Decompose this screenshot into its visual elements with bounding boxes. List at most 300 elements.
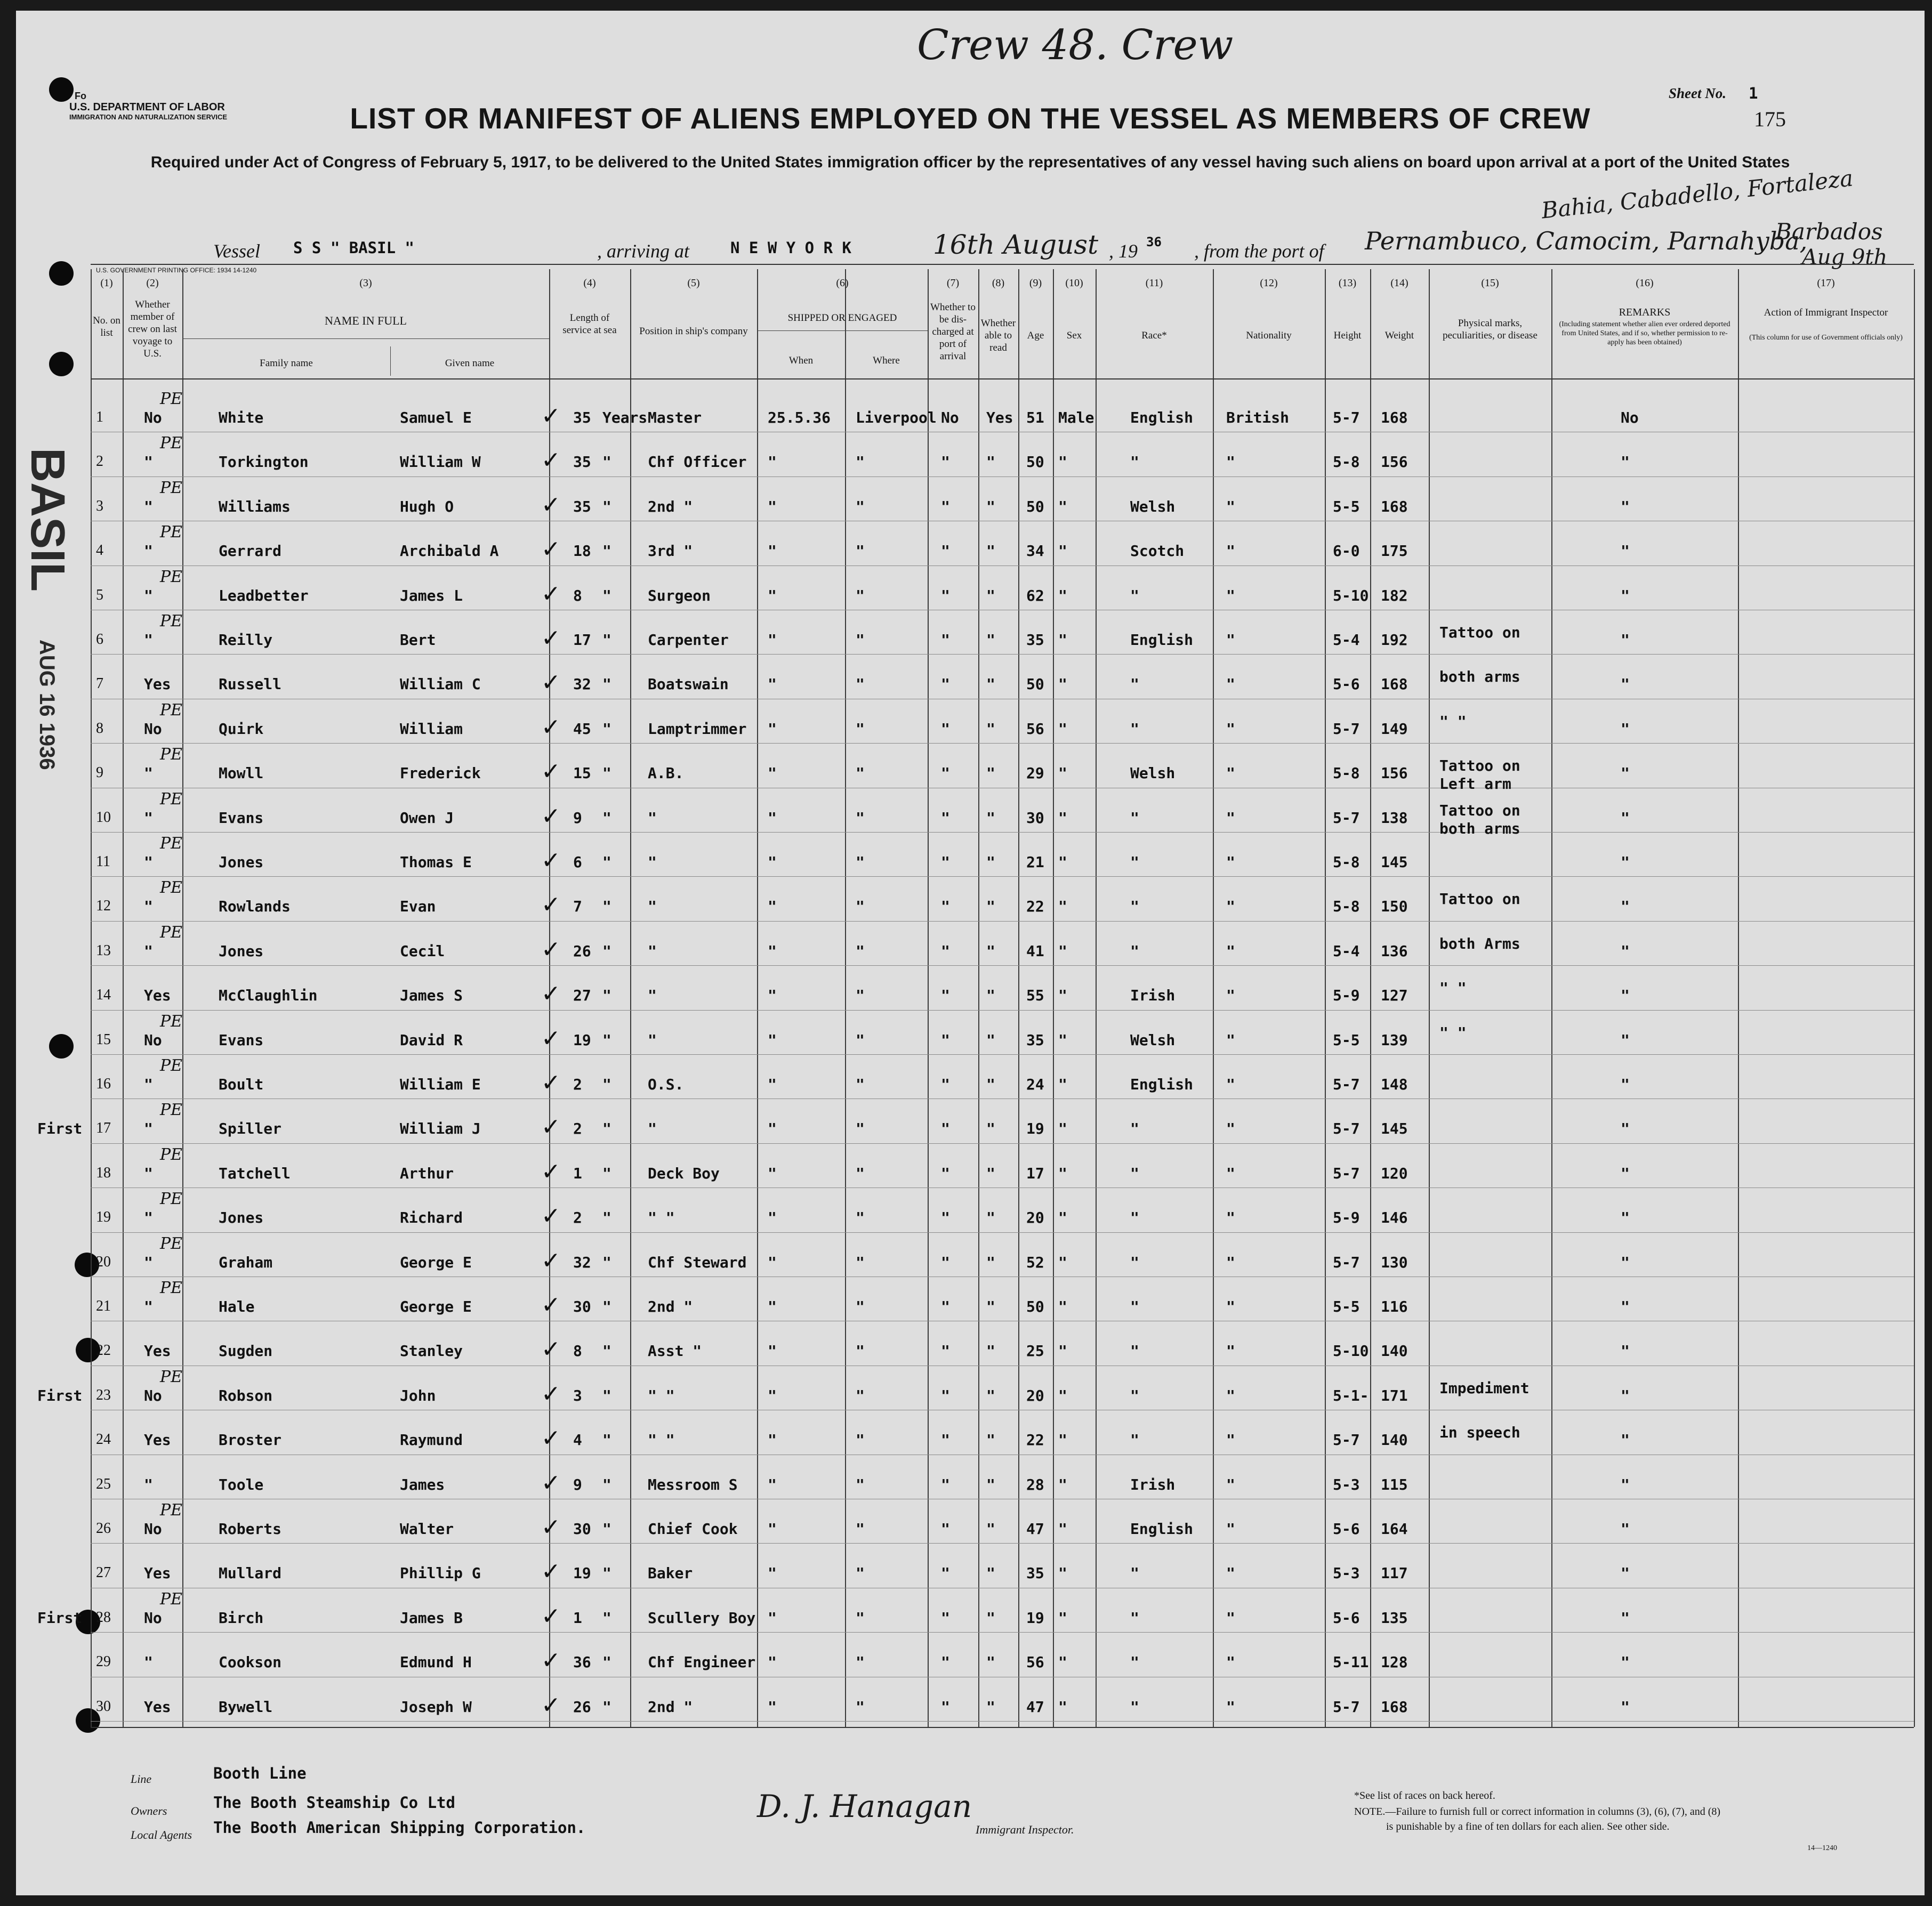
- col-head-service: Length of service at sea: [562, 312, 617, 336]
- row-number: 23: [96, 1386, 111, 1403]
- discharged: ": [941, 1164, 950, 1182]
- first-note: First: [37, 1609, 83, 1627]
- owners-value: The Booth Steamship Co Ltd: [213, 1794, 455, 1812]
- age: 17: [1026, 1164, 1044, 1182]
- shipped-when: ": [768, 1342, 777, 1360]
- service-years: 7: [573, 898, 582, 916]
- sex: ": [1058, 1564, 1067, 1582]
- previous-voyage: ": [144, 1120, 153, 1138]
- row-number: 11: [96, 853, 110, 870]
- col-head-age: Age: [1027, 330, 1044, 341]
- height: 5-10: [1333, 1342, 1369, 1360]
- inspector-signature: D. J. Hanagan: [757, 1788, 972, 1824]
- pe-mark: PE: [160, 390, 183, 408]
- family-name: White: [219, 409, 264, 426]
- row-number: 19: [96, 1209, 111, 1226]
- service-unit: ": [602, 1253, 611, 1271]
- row-number: 20: [96, 1253, 111, 1270]
- service-unit: ": [602, 1431, 611, 1449]
- discharged: ": [941, 542, 950, 560]
- row-number: 18: [96, 1164, 111, 1181]
- service-years: 1: [573, 1609, 582, 1627]
- col-line: [1738, 269, 1739, 1727]
- weight: 130: [1381, 1253, 1408, 1271]
- agents-label: Local Agents: [131, 1828, 192, 1842]
- arrival-year: 36: [1146, 235, 1162, 249]
- sex: ": [1058, 898, 1067, 916]
- row-rule: [91, 832, 1914, 833]
- pe-mark: PE: [160, 478, 183, 497]
- shipped-when: ": [768, 1386, 777, 1404]
- family-name: Evans: [219, 1031, 264, 1049]
- given-name: Samuel E: [400, 409, 472, 426]
- col-num-15: (15): [1481, 277, 1499, 289]
- family-name: Leadbetter: [219, 586, 309, 604]
- shipped-where: ": [856, 1653, 865, 1671]
- age: 41: [1026, 942, 1044, 960]
- race: ": [1130, 898, 1139, 916]
- printing-office: U.S. GOVERNMENT PRINTING OFFICE: 1934 14-1240: [96, 266, 257, 274]
- able-to-read: ": [986, 809, 995, 827]
- service-unit: ": [602, 1209, 611, 1227]
- sex: ": [1058, 453, 1067, 471]
- previous-voyage: Yes: [144, 1564, 171, 1582]
- given-name: Frederick: [400, 764, 481, 782]
- shipped-where: ": [856, 720, 865, 738]
- remarks: ": [1621, 675, 1630, 693]
- sex: ": [1058, 631, 1067, 649]
- col-num-3: (3): [359, 277, 372, 289]
- check-mark-icon: ✓: [541, 802, 561, 830]
- row-number: 16: [96, 1076, 111, 1092]
- pe-mark: PE: [160, 700, 183, 720]
- remarks: ": [1621, 586, 1630, 604]
- nationality: ": [1226, 675, 1235, 693]
- first-note: First: [37, 1386, 83, 1404]
- service-years: 35: [573, 409, 591, 426]
- given-name: James: [400, 1475, 445, 1493]
- able-to-read: ": [986, 720, 995, 738]
- nationality: ": [1226, 1164, 1235, 1182]
- col-line: [1551, 269, 1552, 1727]
- service-unit: ": [602, 1076, 611, 1093]
- service-years: 36: [573, 1653, 591, 1671]
- position: Deck Boy: [648, 1164, 720, 1182]
- remarks: ": [1621, 809, 1630, 827]
- discharged: ": [941, 987, 950, 1005]
- weight: 175: [1381, 542, 1408, 560]
- sex: ": [1058, 675, 1067, 693]
- previous-voyage: ": [144, 1253, 153, 1271]
- position: ": [648, 809, 657, 827]
- sex: ": [1058, 1609, 1067, 1627]
- height: 5-5: [1333, 1298, 1360, 1315]
- check-mark-icon: ✓: [541, 580, 561, 608]
- sex: ": [1058, 1520, 1067, 1538]
- age: 19: [1026, 1120, 1044, 1138]
- shipped-where: ": [856, 1342, 865, 1360]
- position: ": [648, 1031, 657, 1049]
- position: Boatswain: [648, 675, 729, 693]
- age: 20: [1026, 1386, 1044, 1404]
- able-to-read: ": [986, 631, 995, 649]
- previous-voyage: No: [144, 1609, 162, 1627]
- check-mark-icon: ✓: [541, 891, 561, 919]
- physical-marks: Tattoo on both arms: [1439, 801, 1520, 837]
- physical-marks: " ": [1439, 712, 1467, 730]
- service-years: 2: [573, 1120, 582, 1138]
- height: 5-8: [1333, 764, 1360, 782]
- height: 5-9: [1333, 987, 1360, 1005]
- col-num-4: (4): [583, 277, 596, 289]
- discharged: ": [941, 675, 950, 693]
- col-line: [1213, 269, 1214, 1727]
- given-name: Thomas E: [400, 853, 472, 871]
- previous-voyage: ": [144, 1164, 153, 1182]
- col-head-name: NAME IN FULL: [325, 314, 407, 327]
- age: 50: [1026, 675, 1044, 693]
- weight: 164: [1381, 1520, 1408, 1538]
- shipped-where: ": [856, 542, 865, 560]
- previous-voyage: No: [144, 1031, 162, 1049]
- remarks: ": [1621, 1520, 1630, 1538]
- height: 5-3: [1333, 1564, 1360, 1582]
- pe-mark: PE: [160, 1012, 183, 1031]
- from-port-label: , from the port of: [1194, 240, 1324, 262]
- able-to-read: ": [986, 1298, 995, 1315]
- age: 30: [1026, 809, 1044, 827]
- check-mark-icon: ✓: [541, 1602, 561, 1630]
- shipped-where: ": [856, 1209, 865, 1227]
- race: ": [1130, 1564, 1139, 1582]
- given-name: Arthur: [400, 1164, 454, 1182]
- height: 5-6: [1333, 1520, 1360, 1538]
- col-head-inspector-action: Action of Immigrant Inspector: [1764, 307, 1888, 318]
- col-num-14: (14): [1390, 277, 1408, 289]
- race: ": [1130, 1253, 1139, 1271]
- col-num-5: (5): [687, 277, 700, 289]
- discharged: ": [941, 853, 950, 871]
- able-to-read: ": [986, 764, 995, 782]
- check-mark-icon: ✓: [541, 1113, 561, 1141]
- page-number: 175: [1754, 107, 1786, 131]
- check-mark-icon: ✓: [541, 536, 561, 563]
- row-number: 1: [96, 409, 103, 425]
- previous-voyage: ": [144, 898, 153, 916]
- position: ": [648, 1120, 657, 1138]
- family-name: Broster: [219, 1431, 282, 1449]
- nationality: ": [1226, 631, 1235, 649]
- pe-mark: PE: [160, 1367, 183, 1386]
- pe-mark: PE: [160, 1234, 183, 1253]
- departure-ports-above: Bahia, Cabadello, Fortaleza: [1540, 165, 1855, 224]
- shipped-where: ": [856, 1253, 865, 1271]
- able-to-read: ": [986, 853, 995, 871]
- weight: 145: [1381, 1120, 1408, 1138]
- height: 5-7: [1333, 720, 1360, 738]
- family-name: Graham: [219, 1253, 273, 1271]
- sex: ": [1058, 586, 1067, 604]
- race: ": [1130, 1386, 1139, 1404]
- service-unit: ": [602, 1164, 611, 1182]
- weight: 168: [1381, 1698, 1408, 1716]
- given-name: Hugh O: [400, 497, 454, 515]
- nationality: ": [1226, 1386, 1235, 1404]
- row-rule: [91, 1143, 1914, 1144]
- previous-voyage: No: [144, 409, 162, 426]
- col-head-race: Race*: [1141, 330, 1167, 341]
- race: ": [1130, 1164, 1139, 1182]
- able-to-read: ": [986, 1386, 995, 1404]
- able-to-read: ": [986, 1031, 995, 1049]
- previous-voyage: No: [144, 1520, 162, 1538]
- sex: ": [1058, 853, 1067, 871]
- col-num-1: (1): [100, 277, 113, 289]
- col-line: [1914, 269, 1915, 1727]
- age: 62: [1026, 586, 1044, 604]
- pe-mark: PE: [160, 1501, 183, 1520]
- weight: 135: [1381, 1609, 1408, 1627]
- previous-voyage: ": [144, 1298, 153, 1315]
- col-head-previous-voyage: Whether member of crew on last voyage to U.S.: [128, 299, 177, 359]
- discharged: ": [941, 720, 950, 738]
- row-number: 27: [96, 1564, 111, 1581]
- family-name: Toole: [219, 1475, 264, 1493]
- previous-voyage: ": [144, 631, 153, 649]
- check-mark-icon: ✓: [541, 1647, 561, 1675]
- race: Welsh: [1130, 497, 1176, 515]
- nationality: ": [1226, 898, 1235, 916]
- discharged: ": [941, 1342, 950, 1360]
- position: Chf Officer: [648, 453, 747, 471]
- pe-mark: PE: [160, 1589, 183, 1609]
- previous-voyage: Yes: [144, 987, 171, 1005]
- family-name: Quirk: [219, 720, 264, 738]
- col-head-where: Where: [873, 355, 900, 366]
- able-to-read: ": [986, 1209, 995, 1227]
- nationality: ": [1226, 1653, 1235, 1671]
- remarks: ": [1621, 1653, 1630, 1671]
- service-unit: ": [602, 542, 611, 560]
- discharged: ": [941, 1386, 950, 1404]
- col-line: [123, 269, 124, 1727]
- previous-voyage: ": [144, 764, 153, 782]
- department-name: U.S. DEPARTMENT OF LABOR: [69, 101, 225, 113]
- shipped-when: ": [768, 1698, 777, 1716]
- col-head-shipped: SHIPPED OR ENGAGED: [787, 312, 897, 324]
- nationality: ": [1226, 542, 1235, 560]
- remarks: ": [1621, 1164, 1630, 1182]
- given-name: William J: [400, 1120, 481, 1138]
- able-to-read: ": [986, 1609, 995, 1627]
- family-name: Evans: [219, 809, 264, 827]
- age: 52: [1026, 1253, 1044, 1271]
- weight: 150: [1381, 898, 1408, 916]
- remarks: ": [1621, 497, 1630, 515]
- service-years: 8: [573, 586, 582, 604]
- service-unit: ": [602, 453, 611, 471]
- discharged: ": [941, 497, 950, 515]
- able-to-read: ": [986, 1164, 995, 1182]
- height: 5-7: [1333, 409, 1360, 426]
- age: 24: [1026, 1076, 1044, 1093]
- row-rule: [91, 1721, 1914, 1722]
- discharged: ": [941, 1475, 950, 1493]
- row-number: 26: [96, 1520, 111, 1537]
- row-rule: [91, 1232, 1914, 1233]
- sex: ": [1058, 497, 1067, 515]
- shipped-where: ": [856, 1164, 865, 1182]
- service-unit: ": [602, 1386, 611, 1404]
- check-mark-icon: ✓: [541, 1425, 561, 1452]
- height: 5-7: [1333, 1698, 1360, 1716]
- position: Chf Steward: [648, 1253, 747, 1271]
- age: 22: [1026, 1431, 1044, 1449]
- check-mark-icon: ✓: [541, 625, 561, 652]
- height: 5-7: [1333, 1164, 1360, 1182]
- remarks: ": [1621, 1120, 1630, 1138]
- row-number: 14: [96, 987, 111, 1004]
- service-years: 4: [573, 1431, 582, 1449]
- service-unit: ": [602, 942, 611, 960]
- family-name: Spiller: [219, 1120, 282, 1138]
- shipped-when: ": [768, 987, 777, 1005]
- sex: ": [1058, 809, 1067, 827]
- age: 56: [1026, 1653, 1044, 1671]
- height: 5-3: [1333, 1475, 1360, 1493]
- family-name: Roberts: [219, 1520, 282, 1538]
- family-name: Rowlands: [219, 898, 291, 916]
- row-number: 22: [96, 1342, 111, 1359]
- service-years: 45: [573, 720, 591, 738]
- col-num-16: (16): [1636, 277, 1654, 289]
- col-head-no: No. on list: [93, 315, 120, 338]
- height: 5-7: [1333, 1253, 1360, 1271]
- service-unit: ": [602, 586, 611, 604]
- able-to-read: Yes: [986, 409, 1013, 426]
- shipped-where: ": [856, 764, 865, 782]
- able-to-read: ": [986, 1653, 995, 1671]
- row-number: 25: [96, 1475, 111, 1492]
- height: 5-8: [1333, 453, 1360, 471]
- shipped-when: ": [768, 942, 777, 960]
- family-name: Tatchell: [219, 1164, 291, 1182]
- discharged: ": [941, 1209, 950, 1227]
- service-unit: ": [602, 987, 611, 1005]
- shipped-where: ": [856, 1431, 865, 1449]
- given-name: George E: [400, 1298, 472, 1315]
- sex: ": [1058, 1031, 1067, 1049]
- nationality: ": [1226, 1564, 1235, 1582]
- pe-mark: PE: [160, 1279, 183, 1297]
- given-name: William: [400, 720, 463, 738]
- pe-mark: PE: [160, 834, 183, 853]
- position: Chf Engineer: [648, 1653, 756, 1671]
- remarks: ": [1621, 898, 1630, 916]
- race: ": [1130, 1431, 1139, 1449]
- sex: ": [1058, 1386, 1067, 1404]
- nationality: British: [1226, 409, 1290, 426]
- remarks: ": [1621, 1609, 1630, 1627]
- sex: ": [1058, 1120, 1067, 1138]
- row-rule: [91, 965, 1914, 966]
- shipped-divider: [845, 330, 846, 376]
- height: 6-0: [1333, 542, 1360, 560]
- nationality: ": [1226, 809, 1235, 827]
- row-number: 4: [96, 542, 103, 559]
- form-code: Fo: [75, 91, 86, 101]
- race: ": [1130, 1120, 1139, 1138]
- pe-mark: PE: [160, 745, 183, 764]
- departure-port-last: Barbados: [1775, 219, 1883, 245]
- position: Baker: [648, 1564, 693, 1582]
- weight: 168: [1381, 409, 1408, 426]
- penalty-note: NOTE.—Failure to furnish full or correct information in columns (3), (6), (7), and (8): [1354, 1806, 1721, 1818]
- punch-hole: [49, 261, 74, 286]
- race: English: [1130, 1520, 1194, 1538]
- physical-marks: in speech: [1439, 1424, 1520, 1442]
- col-num-13: (13): [1338, 277, 1357, 289]
- position: 2nd ": [648, 1698, 693, 1716]
- nationality: ": [1226, 1120, 1235, 1138]
- col-line: [630, 269, 631, 1727]
- header-rule: [91, 264, 1914, 265]
- position: ": [648, 987, 657, 1005]
- handwritten-crew-count: Crew 48. Crew: [917, 21, 1234, 69]
- col-num-8: (8): [992, 277, 1005, 289]
- pe-mark: PE: [160, 923, 183, 942]
- remarks: ": [1621, 1253, 1630, 1271]
- position: Chief Cook: [648, 1520, 738, 1538]
- form-number: 14—1240: [1807, 1844, 1837, 1852]
- service-unit: ": [602, 1609, 611, 1627]
- check-mark-icon: ✓: [541, 402, 561, 430]
- service-unit: ": [602, 1120, 611, 1138]
- nationality: ": [1226, 1076, 1235, 1093]
- position: 2nd ": [648, 497, 693, 515]
- age: 22: [1026, 898, 1044, 916]
- row-rule: [91, 1543, 1914, 1544]
- col-num-12: (12): [1260, 277, 1278, 289]
- nationality: ": [1226, 1609, 1235, 1627]
- position: Carpenter: [648, 631, 729, 649]
- col-head-sex: Sex: [1066, 330, 1082, 341]
- height: 5-5: [1333, 497, 1360, 515]
- check-mark-icon: ✓: [541, 1024, 561, 1052]
- remarks: ": [1621, 1564, 1630, 1582]
- weight: 140: [1381, 1431, 1408, 1449]
- given-name: Stanley: [400, 1342, 463, 1360]
- position: 3rd ": [648, 542, 693, 560]
- age: 25: [1026, 1342, 1044, 1360]
- shipped-when: ": [768, 1076, 777, 1093]
- position: " ": [648, 1431, 675, 1449]
- shipped-when: ": [768, 1120, 777, 1138]
- given-name: Richard: [400, 1209, 463, 1227]
- height: 5-4: [1333, 631, 1360, 649]
- age: 35: [1026, 1564, 1044, 1582]
- age: 19: [1026, 1609, 1044, 1627]
- name-subrule: [182, 338, 549, 339]
- discharged: ": [941, 898, 950, 916]
- sex: ": [1058, 1342, 1067, 1360]
- able-to-read: ": [986, 1475, 995, 1493]
- weight: 148: [1381, 1076, 1408, 1093]
- row-number: 10: [96, 809, 111, 826]
- pe-mark: PE: [160, 567, 183, 586]
- race: ": [1130, 675, 1139, 693]
- remarks: ": [1621, 1475, 1630, 1493]
